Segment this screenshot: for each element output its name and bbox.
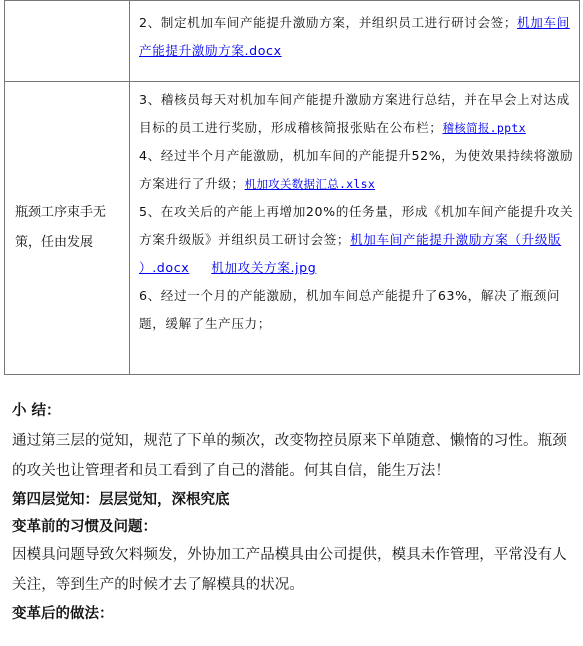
summary-section xyxy=(12,397,578,627)
action-cell xyxy=(130,82,580,375)
file-link[interactable]: 机加车间产能提升激励方案（升级版 ）.docx xyxy=(139,232,562,275)
table-row xyxy=(5,1,580,82)
action-text: 2、制定机加车间产能提升激励方案，并组织员工进行研讨会签； xyxy=(139,15,518,30)
file-link[interactable]: 机加攻关数据汇总.xlsx xyxy=(244,177,376,191)
file-link[interactable]: 机加攻关方案.jpg xyxy=(211,260,317,275)
subsection-heading: 变革后的做法： xyxy=(12,605,114,622)
improvement-table xyxy=(4,0,580,375)
action-item xyxy=(139,198,575,282)
file-link[interactable]: 机加车间产能提升激励方案.docx xyxy=(139,15,570,58)
action-item xyxy=(139,86,575,142)
section-heading: 第四层觉知：层层觉知，深根究底 xyxy=(12,491,230,508)
summary-paragraph: 通过第三层的觉知，规范了下单的频次，改变物控员原来下单随意、懒惰的习性。瓶颈的攻关也让管理者和员工看到了自己的潜能。何其自信，能生万法！ xyxy=(12,433,567,479)
table-row xyxy=(5,82,580,375)
action-text: 6、经过一个月的产能激励，机加车间总产能提升了63%，解决了瓶颈问题，缓解了生产压力； xyxy=(139,288,561,331)
subsection-heading: 变革前的习惯及问题： xyxy=(12,518,157,535)
action-text: 3、稽核员每天对机加车间产能提升激励方案进行总结，并在早会上对达成目标的员工进行奖励，形成稽核简报张贴在公布栏； xyxy=(139,92,570,135)
problem-paragraph: 因模具问题导致欠料频发，外协加工产品模具由公司提供，模具未作管理，平常没有人关注，等到生产的时候才去了解模具的状况。 xyxy=(12,547,567,593)
problem-cell xyxy=(5,82,130,375)
file-link[interactable]: 稽核简报.pptx xyxy=(442,121,526,135)
action-cell xyxy=(130,1,580,82)
action-item xyxy=(139,142,575,198)
problem-label: 瓶颈工序束手无策，任由发展 xyxy=(15,205,107,250)
action-text: 5、在攻关后的产能上再增加20%的任务量，形成《机加车间产能提升攻关方案升级版》并组织员工研讨会签； xyxy=(139,204,574,247)
summary-heading: 小 结： xyxy=(12,402,61,419)
problem-cell-empty xyxy=(5,1,130,82)
action-item xyxy=(139,9,575,65)
action-item xyxy=(139,282,575,338)
action-text: 4、经过半个月产能激励，机加车间的产能提升52%，为使效果持续将激励方案进行了升级； xyxy=(139,148,574,191)
